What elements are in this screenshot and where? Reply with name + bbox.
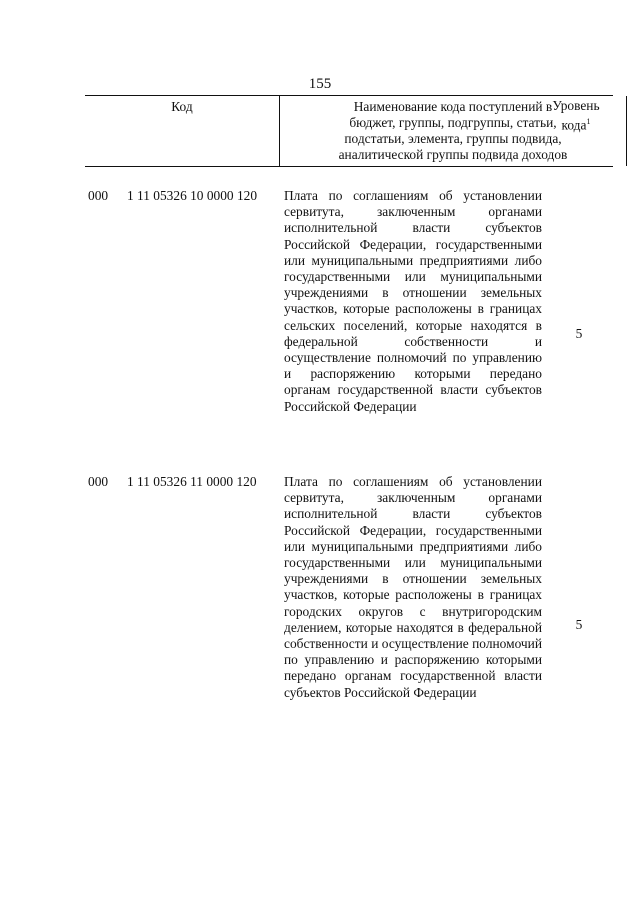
row-level: 5 (575, 617, 583, 632)
page-number: 155 (308, 76, 332, 92)
row-code: 1 11 05326 10 0000 120 (127, 188, 258, 203)
row-level: 5 (575, 326, 583, 341)
row-prefix: 000 (88, 188, 109, 203)
table-row (85, 474, 613, 774)
row-code: 1 11 05326 11 0000 120 (127, 474, 257, 489)
row-prefix: 000 (88, 474, 109, 489)
header-level (544, 95, 608, 133)
row-name: Плата по соглашениям об установлении сервитута, заключенным органами исполнительной власти субъектов Российской Федерации, государственными или муниципальными предприятиями либо государственными или муниципальными учреждениями в отношении земельных участков, которые расположены в границах городских округов с внутригородским делением, которые находятся в федеральной собственности и осуществление полномочий по управлению и распоряжению которыми передано органам государственной власти субъектов Российской Федерации (284, 474, 542, 700)
header-level-footnote: 1 (586, 117, 591, 126)
header-level-label: Уровень кода (552, 98, 600, 133)
header-code: Код (171, 99, 193, 114)
table-row (85, 188, 613, 478)
row-name: Плата по соглашениям об установлении сервитута, заключенным органами исполнительной власти субъектов Российской Федерации, государственными или муниципальными предприятиями либо государственными или муниципальными учреждениями в отношении земельных участков, которые расположены в границах сельских поселений, которые находятся в федеральной собственности и осуществление полномочий по управлению и распоряжению которыми передано органам государственной власти субъектов Российской Федерации (284, 188, 542, 414)
header-name: Наименование кода поступлений в бюджет, группы, подгруппы, статьи, подстатьи, элемента, группы подвида, аналитической группы подвида доходов (279, 96, 627, 166)
table-header (85, 95, 613, 167)
